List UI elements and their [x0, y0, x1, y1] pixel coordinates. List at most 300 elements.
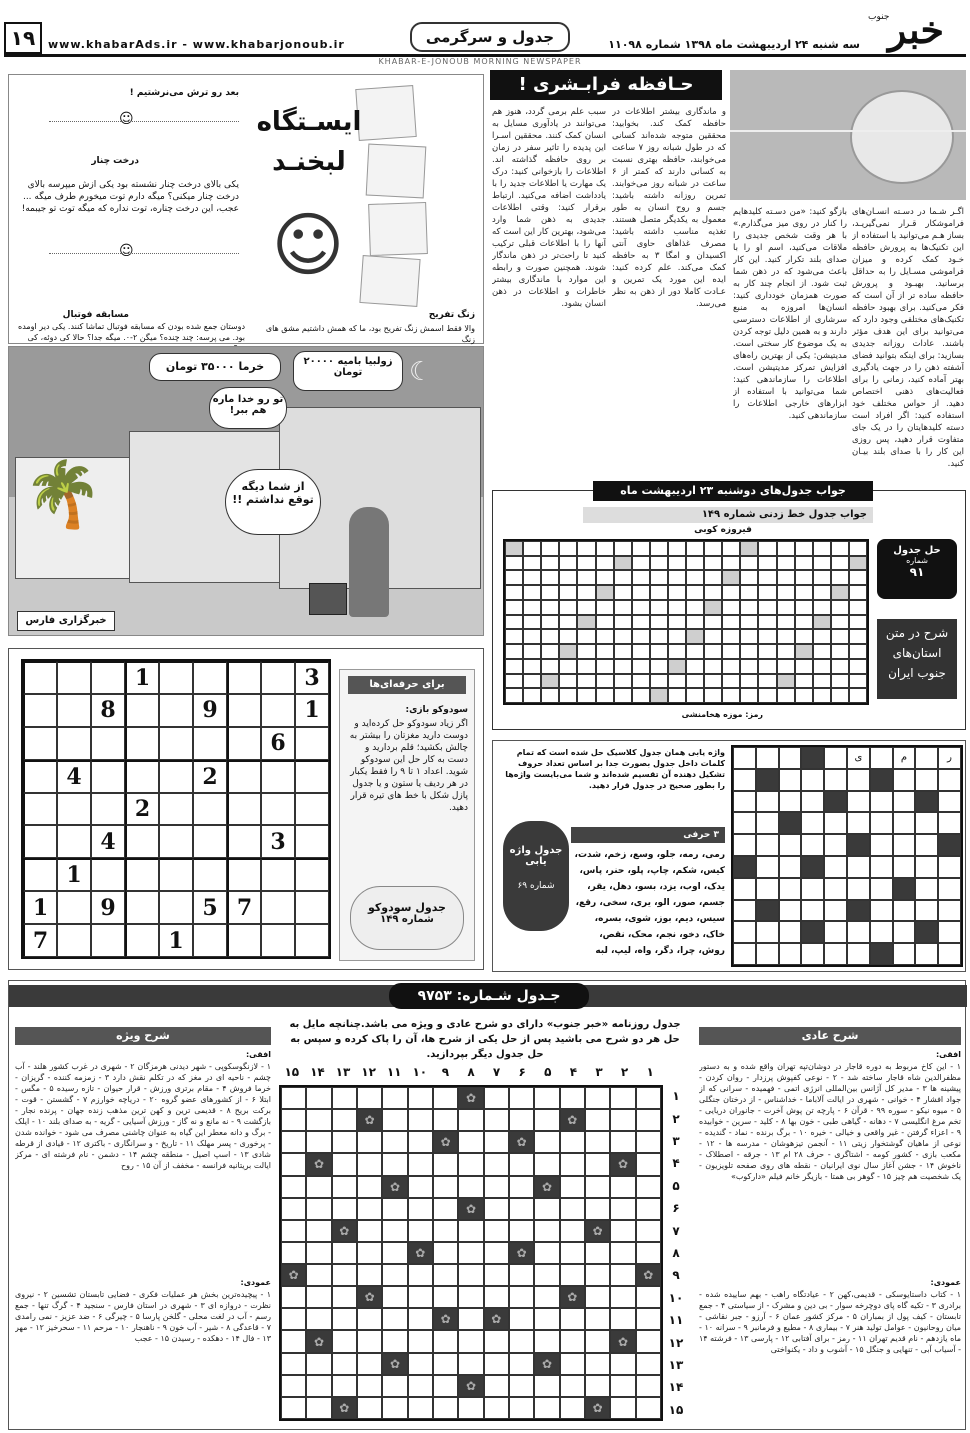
crossword-cell[interactable] — [636, 1220, 661, 1242]
wordfit-cell[interactable] — [733, 747, 756, 769]
crossword-cell[interactable] — [306, 1353, 331, 1375]
crossword-cell[interactable] — [281, 1153, 306, 1175]
sudoku-cell[interactable] — [261, 661, 295, 694]
crossword-cell[interactable] — [484, 1198, 509, 1220]
wordfit-cell[interactable] — [938, 921, 961, 943]
crossword-cell[interactable] — [382, 1264, 407, 1286]
wordfit-cell[interactable] — [801, 747, 824, 769]
crossword-cell[interactable] — [332, 1264, 357, 1286]
crossword-cell[interactable] — [636, 1198, 661, 1220]
crossword-cell[interactable] — [281, 1286, 306, 1308]
sudoku-cell[interactable] — [159, 858, 193, 891]
sudoku-cell[interactable] — [227, 793, 261, 826]
sudoku-cell[interactable] — [295, 891, 329, 924]
crossword-cell[interactable] — [458, 1308, 483, 1330]
crossword-cell[interactable] — [458, 1330, 483, 1352]
crossword-cell[interactable] — [534, 1264, 559, 1286]
crossword-cell[interactable] — [484, 1176, 509, 1198]
wordfit-cell[interactable] — [938, 900, 961, 922]
sudoku-cell[interactable] — [261, 760, 295, 793]
wordfit-cell[interactable] — [801, 900, 824, 922]
sudoku-cell[interactable] — [125, 694, 159, 727]
wordfit-cell[interactable] — [779, 791, 802, 813]
wordfit-cell[interactable] — [779, 769, 802, 791]
wordfit-cell[interactable] — [801, 791, 824, 813]
sudoku-cell[interactable] — [125, 760, 159, 793]
crossword-cell[interactable] — [585, 1176, 610, 1198]
crossword-cell[interactable] — [357, 1308, 382, 1330]
crossword-cell[interactable] — [509, 1330, 534, 1352]
wordfit-cell[interactable] — [847, 878, 870, 900]
crossword-cell[interactable] — [281, 1109, 306, 1131]
crossword-cell[interactable] — [509, 1397, 534, 1419]
wordfit-cell[interactable] — [824, 921, 847, 943]
crossword-cell[interactable] — [610, 1286, 635, 1308]
crossword-cell[interactable] — [509, 1087, 534, 1109]
crossword-cell[interactable] — [306, 1264, 331, 1286]
crossword-cell[interactable] — [534, 1308, 559, 1330]
wordfit-cell[interactable] — [893, 878, 916, 900]
crossword-cell[interactable] — [636, 1176, 661, 1198]
crossword-cell[interactable] — [433, 1242, 458, 1264]
wordfit-cell[interactable] — [779, 812, 802, 834]
crossword-cell[interactable] — [332, 1353, 357, 1375]
crossword-cell[interactable] — [458, 1242, 483, 1264]
wordfit-cell[interactable] — [870, 878, 893, 900]
wordfit-cell[interactable] — [847, 812, 870, 834]
crossword-cell[interactable] — [332, 1308, 357, 1330]
wordfit-cell[interactable] — [801, 812, 824, 834]
crossword-cell[interactable] — [357, 1330, 382, 1352]
crossword-cell[interactable] — [458, 1109, 483, 1131]
wordfit-cell[interactable] — [893, 900, 916, 922]
crossword-cell[interactable] — [382, 1131, 407, 1153]
crossword-cell[interactable] — [610, 1176, 635, 1198]
crossword-cell[interactable] — [408, 1109, 433, 1131]
sudoku-cell[interactable] — [193, 661, 227, 694]
sudoku-cell[interactable] — [91, 760, 125, 793]
crossword-cell[interactable] — [484, 1353, 509, 1375]
sudoku-cell[interactable] — [159, 891, 193, 924]
crossword-cell[interactable] — [433, 1397, 458, 1419]
sudoku-cell[interactable]: 2 — [125, 793, 159, 826]
crossword-cell[interactable] — [585, 1286, 610, 1308]
wordfit-cell[interactable] — [756, 747, 779, 769]
sudoku-cell[interactable] — [23, 825, 57, 858]
crossword-cell[interactable] — [560, 1131, 585, 1153]
wordfit-cell[interactable] — [756, 943, 779, 965]
crossword-cell[interactable] — [534, 1330, 559, 1352]
crossword-cell[interactable] — [408, 1286, 433, 1308]
crossword-cell[interactable] — [636, 1242, 661, 1264]
crossword-cell[interactable] — [509, 1220, 534, 1242]
crossword-cell[interactable] — [306, 1397, 331, 1419]
crossword-cell[interactable] — [534, 1286, 559, 1308]
wordfit-cell[interactable] — [893, 856, 916, 878]
sudoku-cell[interactable] — [57, 891, 91, 924]
crossword-cell[interactable] — [534, 1242, 559, 1264]
wordfit-cell[interactable] — [824, 878, 847, 900]
crossword-cell[interactable] — [332, 1087, 357, 1109]
crossword-cell[interactable] — [484, 1087, 509, 1109]
sudoku-cell[interactable] — [159, 694, 193, 727]
crossword-cell[interactable] — [306, 1176, 331, 1198]
crossword-cell[interactable] — [357, 1353, 382, 1375]
wordfit-cell[interactable] — [756, 791, 779, 813]
sudoku-cell[interactable]: 1 — [57, 858, 91, 891]
wordfit-cell[interactable] — [915, 812, 938, 834]
sudoku-cell[interactable]: 2 — [193, 760, 227, 793]
crossword-cell[interactable] — [484, 1286, 509, 1308]
crossword-cell[interactable] — [509, 1109, 534, 1131]
crossword-cell[interactable] — [560, 1397, 585, 1419]
crossword-cell[interactable] — [560, 1264, 585, 1286]
wordfit-cell[interactable] — [756, 856, 779, 878]
sudoku-cell[interactable] — [23, 694, 57, 727]
crossword-cell[interactable] — [585, 1153, 610, 1175]
wordfit-cell[interactable] — [938, 943, 961, 965]
crossword-cell[interactable] — [382, 1397, 407, 1419]
wordfit-cell[interactable] — [779, 921, 802, 943]
crossword-cell[interactable] — [484, 1109, 509, 1131]
crossword-cell[interactable] — [433, 1109, 458, 1131]
crossword-cell[interactable] — [281, 1176, 306, 1198]
sudoku-cell[interactable] — [295, 727, 329, 760]
sudoku-cell[interactable] — [295, 858, 329, 891]
sudoku-cell[interactable] — [23, 858, 57, 891]
crossword-cell[interactable] — [560, 1353, 585, 1375]
crossword-cell[interactable] — [610, 1198, 635, 1220]
crossword-cell[interactable] — [306, 1198, 331, 1220]
crossword-cell[interactable] — [408, 1087, 433, 1109]
crossword-cell[interactable] — [382, 1242, 407, 1264]
crossword-cell[interactable] — [458, 1353, 483, 1375]
crossword-cell[interactable] — [433, 1330, 458, 1352]
sudoku-cell[interactable] — [261, 858, 295, 891]
wordfit-cell[interactable] — [893, 921, 916, 943]
crossword-cell[interactable] — [357, 1087, 382, 1109]
sudoku-cell[interactable] — [261, 891, 295, 924]
sudoku-cell[interactable] — [125, 858, 159, 891]
wordfit-cell[interactable] — [733, 921, 756, 943]
wordfit-cell[interactable] — [779, 943, 802, 965]
wordfit-cell[interactable] — [938, 856, 961, 878]
crossword-cell[interactable] — [408, 1375, 433, 1397]
sudoku-cell[interactable] — [261, 793, 295, 826]
crossword-cell[interactable] — [585, 1087, 610, 1109]
sudoku-cell[interactable] — [57, 727, 91, 760]
wordfit-cell[interactable] — [870, 834, 893, 856]
sudoku-cell[interactable] — [295, 825, 329, 858]
crossword-cell[interactable] — [306, 1109, 331, 1131]
crossword-cell[interactable] — [534, 1087, 559, 1109]
sudoku-cell[interactable] — [23, 760, 57, 793]
crossword-cell[interactable] — [458, 1131, 483, 1153]
sudoku-cell[interactable] — [159, 760, 193, 793]
crossword-cell[interactable] — [408, 1353, 433, 1375]
crossword-cell[interactable] — [560, 1308, 585, 1330]
wordfit-cell[interactable] — [801, 769, 824, 791]
crossword-cell[interactable] — [332, 1131, 357, 1153]
sudoku-cell[interactable] — [23, 661, 57, 694]
crossword-cell[interactable] — [636, 1087, 661, 1109]
sudoku-cell[interactable] — [159, 793, 193, 826]
sudoku-cell[interactable] — [57, 661, 91, 694]
wordfit-cell[interactable]: م — [893, 747, 916, 769]
crossword-cell[interactable] — [509, 1308, 534, 1330]
crossword-cell[interactable] — [306, 1220, 331, 1242]
crossword-cell[interactable] — [560, 1153, 585, 1175]
crossword-cell[interactable] — [357, 1397, 382, 1419]
crossword-cell[interactable] — [408, 1330, 433, 1352]
sudoku-cell[interactable] — [193, 793, 227, 826]
wordfit-cell[interactable] — [893, 791, 916, 813]
wordfit-cell[interactable] — [870, 921, 893, 943]
wordfit-cell[interactable] — [824, 856, 847, 878]
crossword-cell[interactable] — [281, 1198, 306, 1220]
wordfit-cell[interactable] — [893, 812, 916, 834]
sudoku-cell[interactable] — [227, 924, 261, 957]
wordfit-cell[interactable] — [824, 943, 847, 965]
crossword-cell[interactable] — [281, 1330, 306, 1352]
crossword-cell[interactable] — [534, 1131, 559, 1153]
crossword-cell[interactable] — [281, 1375, 306, 1397]
crossword-cell[interactable] — [610, 1264, 635, 1286]
crossword-cell[interactable] — [306, 1375, 331, 1397]
wordfit-cell[interactable] — [938, 769, 961, 791]
wordfit-cell[interactable] — [938, 812, 961, 834]
wordfit-cell[interactable] — [938, 834, 961, 856]
crossword-cell[interactable] — [636, 1153, 661, 1175]
crossword-cell[interactable] — [560, 1330, 585, 1352]
wordfit-cell[interactable] — [847, 834, 870, 856]
crossword-cell[interactable] — [560, 1220, 585, 1242]
crossword-cell[interactable] — [509, 1353, 534, 1375]
sudoku-cell[interactable] — [227, 760, 261, 793]
sudoku-cell[interactable]: 7 — [23, 924, 57, 957]
wordfit-cell[interactable] — [733, 943, 756, 965]
crossword-cell[interactable] — [357, 1220, 382, 1242]
sudoku-cell[interactable]: 9 — [193, 694, 227, 727]
sudoku-cell[interactable]: 4 — [57, 760, 91, 793]
crossword-cell[interactable] — [636, 1109, 661, 1131]
crossword-cell[interactable] — [382, 1220, 407, 1242]
wordfit-cell[interactable] — [824, 769, 847, 791]
wordfit-cell[interactable] — [779, 900, 802, 922]
crossword-cell[interactable] — [509, 1176, 534, 1198]
crossword-cell[interactable] — [357, 1198, 382, 1220]
sudoku-cell[interactable] — [227, 661, 261, 694]
wordfit-cell[interactable] — [847, 769, 870, 791]
crossword-cell[interactable] — [357, 1131, 382, 1153]
wordfit-cell[interactable] — [779, 878, 802, 900]
wordfit-cell[interactable] — [756, 878, 779, 900]
crossword-cell[interactable] — [408, 1264, 433, 1286]
wordfit-cell[interactable]: ی — [847, 747, 870, 769]
crossword-cell[interactable] — [484, 1220, 509, 1242]
crossword-cell[interactable] — [357, 1153, 382, 1175]
crossword-cell[interactable] — [636, 1308, 661, 1330]
wordfit-cell[interactable] — [847, 791, 870, 813]
crossword-cell[interactable] — [408, 1220, 433, 1242]
crossword-cell[interactable] — [382, 1286, 407, 1308]
crossword-cell[interactable] — [458, 1220, 483, 1242]
sudoku-cell[interactable] — [193, 825, 227, 858]
crossword-cell[interactable] — [433, 1220, 458, 1242]
crossword-cell[interactable] — [281, 1242, 306, 1264]
crossword-cell[interactable] — [585, 1308, 610, 1330]
crossword-cell[interactable] — [534, 1153, 559, 1175]
crossword-cell[interactable] — [636, 1375, 661, 1397]
crossword-cell[interactable] — [610, 1087, 635, 1109]
crossword-cell[interactable] — [484, 1375, 509, 1397]
wordfit-cell[interactable] — [756, 834, 779, 856]
crossword-cell[interactable] — [610, 1220, 635, 1242]
sudoku-cell[interactable] — [295, 924, 329, 957]
crossword-cell[interactable] — [585, 1330, 610, 1352]
crossword-cell[interactable] — [610, 1131, 635, 1153]
crossword-cell[interactable] — [408, 1308, 433, 1330]
sudoku-cell[interactable]: 6 — [261, 727, 295, 760]
crossword-cell[interactable] — [585, 1353, 610, 1375]
crossword-cell[interactable] — [357, 1176, 382, 1198]
sudoku-cell[interactable]: 1 — [295, 694, 329, 727]
crossword-cell[interactable] — [458, 1153, 483, 1175]
sudoku-cell[interactable] — [193, 924, 227, 957]
wordfit-cell[interactable] — [801, 856, 824, 878]
sudoku-cell[interactable] — [227, 858, 261, 891]
sudoku-cell[interactable] — [125, 727, 159, 760]
sudoku-cell[interactable]: 9 — [91, 891, 125, 924]
wordfit-cell[interactable] — [915, 791, 938, 813]
sudoku-cell[interactable] — [227, 727, 261, 760]
wordfit-cell[interactable] — [893, 834, 916, 856]
crossword-cell[interactable] — [534, 1375, 559, 1397]
crossword-cell[interactable] — [560, 1242, 585, 1264]
crossword-cell[interactable] — [281, 1131, 306, 1153]
crossword-cell[interactable] — [433, 1264, 458, 1286]
wordfit-cell[interactable] — [938, 878, 961, 900]
wordfit-cell[interactable] — [801, 921, 824, 943]
wordfit-cell[interactable] — [824, 900, 847, 922]
sudoku-cell[interactable]: 1 — [159, 924, 193, 957]
crossword-cell[interactable] — [408, 1131, 433, 1153]
crossword-cell[interactable] — [610, 1109, 635, 1131]
wordfit-cell[interactable] — [779, 747, 802, 769]
crossword-cell[interactable] — [585, 1198, 610, 1220]
wordfit-cell[interactable] — [915, 834, 938, 856]
wordfit-cell[interactable] — [801, 943, 824, 965]
crossword-cell[interactable] — [585, 1242, 610, 1264]
wordfit-cell[interactable] — [733, 878, 756, 900]
sudoku-cell[interactable]: 1 — [23, 891, 57, 924]
crossword-cell[interactable] — [281, 1397, 306, 1419]
sudoku-cell[interactable] — [91, 727, 125, 760]
wordfit-cell[interactable] — [915, 921, 938, 943]
wordfit-cell[interactable] — [824, 747, 847, 769]
wordfit-cell[interactable] — [824, 812, 847, 834]
wordfit-cell[interactable] — [870, 791, 893, 813]
sudoku-cell[interactable] — [57, 825, 91, 858]
sudoku-cell[interactable]: 7 — [227, 891, 261, 924]
sudoku-cell[interactable] — [91, 661, 125, 694]
sudoku-cell[interactable]: 4 — [91, 825, 125, 858]
wordfit-cell[interactable] — [733, 856, 756, 878]
sudoku-cell[interactable] — [261, 924, 295, 957]
crossword-cell[interactable] — [585, 1264, 610, 1286]
crossword-cell[interactable] — [560, 1087, 585, 1109]
crossword-cell[interactable] — [306, 1131, 331, 1153]
sudoku-cell[interactable] — [57, 924, 91, 957]
crossword-cell[interactable] — [332, 1109, 357, 1131]
sudoku-cell[interactable]: 1 — [125, 661, 159, 694]
crossword-cell[interactable] — [433, 1198, 458, 1220]
crossword-cell[interactable] — [306, 1087, 331, 1109]
sudoku-cell[interactable] — [227, 825, 261, 858]
crossword-cell[interactable] — [636, 1286, 661, 1308]
sudoku-cell[interactable] — [23, 727, 57, 760]
sudoku-cell[interactable] — [91, 924, 125, 957]
crossword-cell[interactable] — [585, 1109, 610, 1131]
wordfit-cell[interactable] — [915, 900, 938, 922]
sudoku-cell[interactable]: 3 — [295, 661, 329, 694]
crossword-cell[interactable] — [281, 1220, 306, 1242]
wordfit-cell[interactable] — [870, 900, 893, 922]
crossword-cell[interactable] — [585, 1131, 610, 1153]
wordfit-cell[interactable] — [733, 900, 756, 922]
crossword-cell[interactable] — [332, 1375, 357, 1397]
crossword-cell[interactable] — [382, 1153, 407, 1175]
crossword-cell[interactable] — [484, 1330, 509, 1352]
crossword-cell[interactable] — [458, 1176, 483, 1198]
crossword-cell[interactable] — [433, 1087, 458, 1109]
crossword-cell[interactable] — [332, 1286, 357, 1308]
crossword-cell[interactable] — [509, 1198, 534, 1220]
sudoku-cell[interactable] — [125, 924, 159, 957]
sudoku-cell[interactable] — [295, 793, 329, 826]
wordfit-cell[interactable] — [915, 943, 938, 965]
sudoku-cell[interactable] — [261, 694, 295, 727]
crossword-cell[interactable] — [610, 1397, 635, 1419]
sudoku-cell[interactable]: 8 — [91, 694, 125, 727]
wordfit-cell[interactable] — [915, 878, 938, 900]
sudoku-cell[interactable] — [295, 760, 329, 793]
wordfit-cell[interactable] — [756, 812, 779, 834]
crossword-cell[interactable] — [357, 1264, 382, 1286]
sudoku-cell[interactable] — [159, 727, 193, 760]
wordfit-cell[interactable] — [756, 900, 779, 922]
crossword-cell[interactable] — [433, 1176, 458, 1198]
crossword-cell[interactable] — [382, 1308, 407, 1330]
crossword-cell[interactable] — [382, 1375, 407, 1397]
crossword-cell[interactable] — [382, 1109, 407, 1131]
crossword-cell[interactable] — [332, 1153, 357, 1175]
wordfit-cell[interactable] — [801, 834, 824, 856]
crossword-cell[interactable] — [281, 1087, 306, 1109]
wordfit-cell[interactable] — [824, 791, 847, 813]
sudoku-cell[interactable] — [159, 661, 193, 694]
wordfit-cell[interactable] — [733, 791, 756, 813]
wordfit-cell[interactable] — [915, 747, 938, 769]
wordfit-cell[interactable] — [893, 769, 916, 791]
sudoku-cell[interactable] — [193, 727, 227, 760]
crossword-cell[interactable] — [484, 1153, 509, 1175]
crossword-cell[interactable] — [560, 1198, 585, 1220]
crossword-cell[interactable] — [332, 1176, 357, 1198]
wordfit-cell[interactable] — [733, 769, 756, 791]
crossword-cell[interactable] — [610, 1242, 635, 1264]
crossword-cell[interactable] — [408, 1397, 433, 1419]
